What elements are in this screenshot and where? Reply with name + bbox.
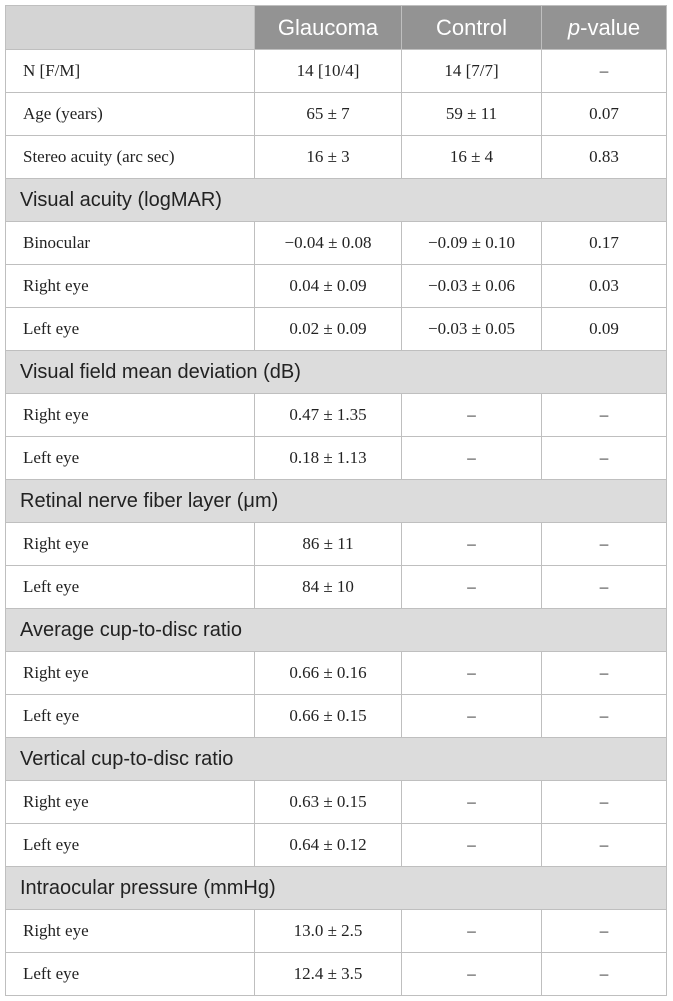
table-row — [6, 910, 667, 953]
glaucoma-value: 0.63 ± 0.15 — [255, 781, 402, 824]
section-header-row — [6, 867, 667, 910]
header-p-suffix: -value — [580, 14, 641, 40]
row-label: Left eye — [6, 953, 255, 996]
row-label: Left eye — [6, 308, 255, 351]
glaucoma-value: 0.64 ± 0.12 — [255, 824, 402, 867]
control-value: −0.03 ± 0.06 — [402, 265, 542, 308]
section-header-row — [6, 480, 667, 523]
row-label: N [F/M] — [6, 50, 255, 93]
row-label: Left eye — [6, 824, 255, 867]
table-row — [6, 695, 667, 738]
table-row — [6, 523, 667, 566]
section-title: Visual acuity (logMAR) — [6, 179, 667, 222]
p-value: – — [542, 566, 667, 609]
section-title: Retinal nerve fiber layer (μm) — [6, 480, 667, 523]
row-label: Stereo acuity (arc sec) — [6, 136, 255, 179]
row-label: Binocular — [6, 222, 255, 265]
glaucoma-value: 12.4 ± 3.5 — [255, 953, 402, 996]
table-row — [6, 437, 667, 480]
glaucoma-value: 14 [10/4] — [255, 50, 402, 93]
row-label: Right eye — [6, 394, 255, 437]
control-value: – — [402, 781, 542, 824]
table-row — [6, 265, 667, 308]
p-value: – — [542, 824, 667, 867]
table-row — [6, 136, 667, 179]
p-value: 0.03 — [542, 265, 667, 308]
row-label: Right eye — [6, 265, 255, 308]
glaucoma-value: 0.04 ± 0.09 — [255, 265, 402, 308]
glaucoma-value: 0.47 ± 1.35 — [255, 394, 402, 437]
glaucoma-value: 13.0 ± 2.5 — [255, 910, 402, 953]
table-row — [6, 566, 667, 609]
header-p-italic: p — [567, 14, 581, 40]
row-label: Age (years) — [6, 93, 255, 136]
table-row — [6, 953, 667, 996]
control-value: – — [402, 437, 542, 480]
p-value: – — [542, 652, 667, 695]
control-value: – — [402, 566, 542, 609]
header-glaucoma: Glaucoma — [255, 6, 402, 50]
control-value: – — [402, 652, 542, 695]
section-header-row — [6, 179, 667, 222]
p-value: – — [542, 50, 667, 93]
section-title: Intraocular pressure (mmHg) — [6, 867, 667, 910]
p-value: – — [542, 437, 667, 480]
table-row — [6, 824, 667, 867]
header-blank-cell — [6, 6, 255, 50]
section-header-row — [6, 738, 667, 781]
glaucoma-value: 0.66 ± 0.15 — [255, 695, 402, 738]
row-label: Right eye — [6, 781, 255, 824]
glaucoma-value: 0.02 ± 0.09 — [255, 308, 402, 351]
row-label: Left eye — [6, 695, 255, 738]
table-body — [6, 6, 667, 996]
section-title: Vertical cup-to-disc ratio — [6, 738, 667, 781]
row-label: Right eye — [6, 910, 255, 953]
p-value: 0.09 — [542, 308, 667, 351]
p-value: – — [542, 781, 667, 824]
control-value: – — [402, 523, 542, 566]
table-row — [6, 50, 667, 93]
glaucoma-value: 65 ± 7 — [255, 93, 402, 136]
glaucoma-value: 0.66 ± 0.16 — [255, 652, 402, 695]
control-value: – — [402, 824, 542, 867]
table-row — [6, 652, 667, 695]
glaucoma-value: 86 ± 11 — [255, 523, 402, 566]
control-value: 59 ± 11 — [402, 93, 542, 136]
control-value: – — [402, 910, 542, 953]
header-row — [6, 6, 667, 50]
table-row — [6, 93, 667, 136]
table-row — [6, 308, 667, 351]
p-value: 0.07 — [542, 93, 667, 136]
row-label: Left eye — [6, 437, 255, 480]
p-value: – — [542, 695, 667, 738]
row-label: Left eye — [6, 566, 255, 609]
p-value: – — [542, 394, 667, 437]
control-value: 16 ± 4 — [402, 136, 542, 179]
control-value: – — [402, 394, 542, 437]
section-header-row — [6, 351, 667, 394]
row-label: Right eye — [6, 523, 255, 566]
section-title: Average cup-to-disc ratio — [6, 609, 667, 652]
glaucoma-value: 0.18 ± 1.13 — [255, 437, 402, 480]
p-value: 0.17 — [542, 222, 667, 265]
control-value: 14 [7/7] — [402, 50, 542, 93]
table-row — [6, 781, 667, 824]
control-value: −0.09 ± 0.10 — [402, 222, 542, 265]
header-control: Control — [402, 6, 542, 50]
row-label: Right eye — [6, 652, 255, 695]
p-value: – — [542, 953, 667, 996]
demographics-table — [5, 5, 667, 996]
glaucoma-value: 84 ± 10 — [255, 566, 402, 609]
p-value: – — [542, 523, 667, 566]
table-row — [6, 222, 667, 265]
section-title: Visual field mean deviation (dB) — [6, 351, 667, 394]
p-value: – — [542, 910, 667, 953]
control-value: −0.03 ± 0.05 — [402, 308, 542, 351]
control-value: – — [402, 953, 542, 996]
control-value: – — [402, 695, 542, 738]
p-value: 0.83 — [542, 136, 667, 179]
section-header-row — [6, 609, 667, 652]
header-p-value — [542, 6, 667, 50]
glaucoma-value: −0.04 ± 0.08 — [255, 222, 402, 265]
table-row — [6, 394, 667, 437]
glaucoma-value: 16 ± 3 — [255, 136, 402, 179]
